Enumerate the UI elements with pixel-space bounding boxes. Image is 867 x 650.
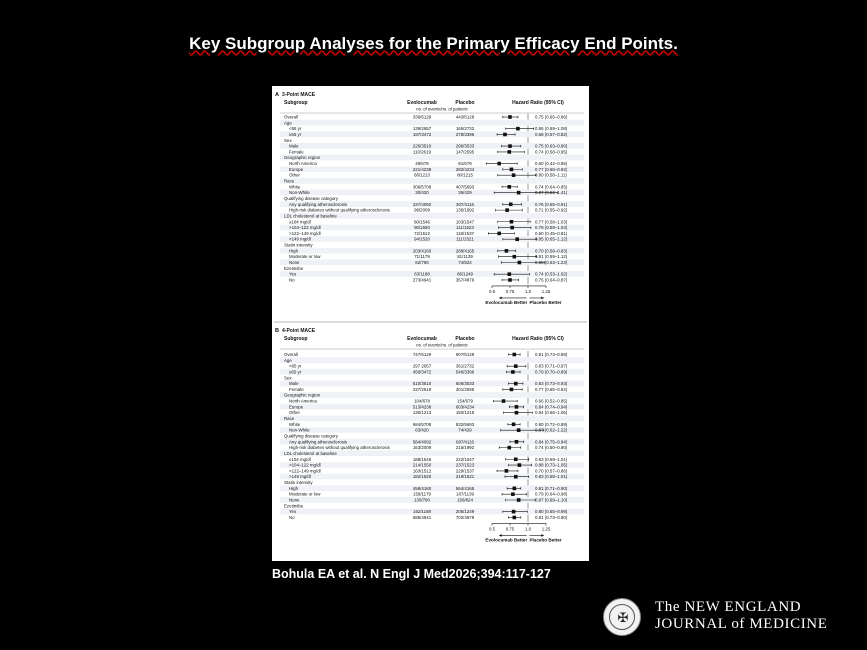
placebo-events: 103/1547 (455, 219, 475, 225)
placebo-events: 282/4234 (455, 166, 475, 172)
row-label: >149 mg/dl (289, 474, 311, 480)
evolocumab-events: 162/1188 (413, 509, 431, 515)
evolocumab-events: 94/1520 (414, 236, 430, 242)
evolocumab-events: 163/1512 (412, 468, 432, 474)
hr-point (509, 203, 513, 207)
hr-point (514, 457, 518, 461)
x-tick-label: 1.0 (524, 526, 532, 532)
evolocumab-events: 72/1512 (414, 230, 430, 236)
evolocumab-events: 63/420 (415, 427, 429, 433)
evolocumab-events: 104/678 (414, 398, 430, 404)
row-label: Other (289, 410, 300, 416)
evolocumab-events: 110/2619 (413, 149, 431, 155)
evolocumab-events: 163/2009 (412, 445, 432, 451)
placebo-events: 74/429 (458, 427, 472, 433)
evolocumab-events: 513/4238 (412, 404, 432, 410)
row-label: Any qualifying atherosclerosis (289, 439, 348, 445)
evolocumab-events: 99/2009 (414, 207, 430, 213)
row-label: Yes (289, 509, 297, 515)
hr-value-text: 0.74 (0.64–0.85) (535, 184, 568, 190)
hr-point (515, 411, 519, 415)
x-tick-label: 0.5 (488, 288, 496, 294)
evolocumab-events: 130/1213 (412, 410, 432, 416)
placebo-events: 702/4879 (455, 514, 475, 520)
hr-value-text: 0.79 (0.64–0.98) (535, 491, 568, 497)
column-subheader: no. of events/no. of patients (416, 342, 468, 348)
placebo-events: 357/4879 (455, 277, 475, 283)
hr-point (512, 173, 516, 177)
placebo-events: 606/3533 (455, 381, 475, 387)
hr-point (515, 440, 519, 444)
row-band (280, 357, 584, 363)
row-label: No (289, 514, 295, 520)
hr-point (516, 127, 520, 131)
placebo-events: 307/4116 (456, 201, 474, 207)
row-label: None (289, 497, 300, 503)
slide-title (0, 34, 867, 54)
hr-value-text: 0.76 (0.65–0.91) (535, 201, 568, 207)
row-label: White (289, 184, 301, 190)
journal-logo (603, 598, 853, 638)
panel-letter: B (275, 328, 279, 334)
evolocumab-events: 237/4092 (412, 201, 432, 207)
favors-left-arrow-head (499, 297, 502, 300)
hr-point (510, 226, 514, 230)
hr-point (513, 353, 517, 357)
hr-point (507, 446, 511, 450)
placebo-events: 36/429 (458, 190, 472, 196)
row-band (280, 392, 584, 398)
hr-point (510, 388, 514, 392)
panel-title: 3-Point MACE (282, 92, 316, 98)
hr-point (517, 498, 521, 502)
hr-value-text: 0.88 (0.63–1.23) (535, 260, 568, 265)
placebo-events: 111/1523 (456, 225, 474, 231)
evolocumab-events: 450/3472 (412, 369, 432, 375)
x-tick-label: 0.75 (505, 526, 515, 532)
evolocumab-events: 49/678 (415, 161, 429, 167)
row-band (280, 120, 584, 126)
placebo-events: 136/1992 (455, 207, 475, 213)
evolocumab-events: 80/1546 (414, 219, 430, 225)
row-label: Age (284, 357, 292, 363)
placebo-events: 81/679 (458, 161, 472, 167)
evolocumab-events: 226/3510 (412, 143, 432, 149)
row-label: Overall (284, 114, 298, 120)
placebo-events: 165/2732 (455, 126, 475, 132)
hr-value-text: 0.80 (0.65–0.99) (535, 509, 568, 515)
row-label: White (289, 421, 301, 427)
row-label: Sex (284, 375, 292, 381)
hr-value-text: 0.77 (0.65–0.92) (535, 386, 568, 392)
row-label: Other (289, 172, 300, 178)
hr-value-text: 0.70 (0.57–0.86) (535, 468, 568, 474)
hr-point (511, 492, 515, 496)
hr-point (497, 162, 501, 166)
row-band (280, 178, 584, 184)
column-header-evolocumab: Evolocumab (407, 100, 437, 106)
column-header-hazard-ratio: Hazard Ratio (95% CI) (512, 336, 564, 342)
hr-value-text: 0.87 (0.53–1.41) (535, 190, 568, 196)
hr-value-text: 0.74 (0.58–0.95) (535, 149, 568, 155)
hr-value-text: 0.74 (0.60–0.90) (535, 445, 568, 451)
hr-point (512, 423, 516, 427)
hr-point (505, 469, 509, 473)
hr-value-text: 0.77 (0.58–1.03) (535, 219, 568, 225)
evolocumab-events: 71/1179 (414, 254, 430, 260)
hr-value-text: 0.84 (0.74–0.94) (535, 404, 568, 410)
row-band (280, 415, 584, 421)
row-label: Qualifying disease category (284, 433, 338, 439)
forest-plot-figure (272, 86, 589, 561)
placebo-events: 229/1537 (455, 468, 475, 474)
hr-value-text: 0.70 (0.58–0.83) (535, 248, 568, 254)
hr-value-text: 0.78 (0.59–1.04) (535, 225, 568, 231)
figure-panel (272, 86, 589, 561)
evolocumab-events: 182/1520 (412, 474, 432, 480)
hr-value-text: 0.75 (0.65–0.86) (535, 114, 568, 120)
row-label: LDL cholesterol at baseline (284, 213, 337, 219)
column-header-evolocumab: Evolocumab (407, 336, 437, 342)
hr-point (511, 370, 515, 374)
row-label: <65 yr (289, 126, 302, 132)
row-label: North America (289, 161, 317, 167)
slide-title-text: Key Subgroup Analyses for the Primary Efficacy End Points. (189, 34, 678, 53)
favors-left-label: Evolocumab Better (485, 537, 528, 543)
hr-point (513, 516, 517, 520)
hr-value-text: 0.81 (0.71–0.90) (535, 485, 568, 491)
row-label: Ezetimibe (284, 503, 304, 509)
evolocumab-events: 90/1550 (414, 225, 430, 231)
evolocumab-events: 203/4160 (412, 248, 432, 254)
placebo-events: 832/5693 (455, 421, 475, 427)
row-label: <65 yr (289, 363, 302, 369)
column-header-placebo: Placebo (455, 336, 475, 342)
hr-value-text: 0.83 (0.69–1.01) (535, 456, 568, 462)
row-label: Any qualifying atherosclerosis (289, 201, 348, 207)
evolocumab-events: 66/1213 (414, 172, 430, 178)
row-label: Overall (284, 352, 298, 357)
placebo-events: 205/1249 (455, 509, 475, 515)
evolocumab-events: 221/4238 (412, 166, 432, 172)
hr-point (502, 399, 506, 403)
row-label: Male (289, 143, 299, 149)
hr-point (514, 382, 518, 386)
placebo-events: 154/679 (457, 398, 473, 404)
placebo-events: 118/1537 (456, 230, 474, 236)
hr-point (513, 255, 517, 259)
hr-point (517, 191, 521, 195)
hr-value-text: 0.85 (0.65–1.12) (535, 236, 568, 242)
placebo-events: 687/4116 (456, 439, 474, 445)
placebo-events: 288/4165 (455, 248, 475, 254)
placebo-events: 86/1249 (457, 271, 473, 277)
evolocumab-events: 62/790 (415, 260, 429, 265)
row-label: Sex (284, 137, 292, 143)
hr-point (508, 278, 512, 282)
hr-point (507, 272, 511, 276)
hr-value-text: 0.75 (0.64–0.87) (535, 277, 568, 283)
placebo-events: 216/1992 (455, 445, 475, 451)
hr-point (512, 510, 516, 514)
placebo-events: 301/2595 (455, 386, 475, 392)
hr-point (514, 475, 518, 479)
row-label: Yes (289, 271, 297, 277)
favors-right-label: Placebo Better (529, 537, 562, 543)
row-label: Male (289, 381, 299, 387)
row-label: Europe (289, 166, 304, 172)
citation: Bohula EA et al. N Engl J Med2026;394:117-127 (272, 567, 551, 581)
hr-value-text: 0.77 (0.65–0.92) (535, 166, 568, 172)
evolocumab-events: 159/1179 (413, 491, 431, 497)
evolocumab-events: 336/6129 (412, 114, 432, 120)
hr-value-text: 0.86 (0.69–1.08) (535, 126, 568, 132)
evolocumab-events: 458/4160 (412, 485, 432, 491)
row-label: High-risk diabetes without qualifying atherosclerosis (289, 445, 390, 451)
hr-value-text: 0.84 (0.75–0.94) (535, 439, 568, 445)
placebo-events: 147/2595 (455, 149, 475, 155)
hr-point (507, 150, 511, 154)
row-label: Europe (289, 404, 304, 410)
hr-point (505, 208, 509, 212)
column-subheader: no. of events/no. of patients (416, 106, 468, 112)
hr-value-text: 0.83 (0.71–0.97) (535, 363, 568, 369)
row-label: High-risk diabetes without qualifying atherosclerosis (289, 207, 390, 213)
row-label: North America (289, 398, 317, 404)
row-label: Non-White (289, 427, 310, 433)
hr-point (497, 232, 501, 236)
row-label: None (289, 260, 300, 265)
hr-value-text: 0.60 (0.45–0.81) (535, 230, 568, 236)
row-label: LDL cholesterol at baseline (284, 450, 337, 456)
seal-ring (609, 604, 635, 630)
hr-point (507, 185, 511, 189)
hr-value-text: 0.80 (0.58–1.11) (535, 172, 567, 178)
placebo-events: 111/1521 (456, 236, 474, 242)
evolocumab-events: 585/4941 (412, 514, 432, 520)
evolocumab-events: 306/5708 (412, 184, 432, 190)
evolocumab-events: 197/3472 (412, 131, 432, 137)
placebo-events: 219/1521 (455, 474, 475, 480)
hr-point (505, 249, 509, 253)
row-label: Race (284, 416, 295, 422)
logo-line2: JOURNAL of MEDICINE (655, 616, 828, 632)
placebo-events: 222/1547 (455, 456, 475, 462)
seal-emblem-icon: ✠ (617, 610, 629, 625)
placebo-events: 546/3396 (455, 369, 475, 375)
hr-value-text: 0.60 (0.42–0.85) (535, 161, 568, 167)
placebo-events: 361/2732 (455, 363, 475, 369)
placebo-events: 237/1523 (455, 462, 475, 468)
row-label: Non-White (289, 190, 310, 196)
evolocumab-events: 684/5708 (412, 421, 432, 427)
hr-value-text: 0.81 (0.73–0.90) (535, 514, 568, 520)
row-label: Qualifying disease category (284, 195, 338, 201)
hr-value-text: 0.74 (0.53–1.02) (535, 271, 568, 277)
hr-point (508, 144, 512, 148)
placebo-events: 603/4234 (455, 404, 475, 410)
evolocumab-events: 63/1188 (414, 271, 430, 277)
hr-point (508, 115, 512, 119)
hr-value-text: 0.79 (0.70–0.89) (535, 369, 568, 375)
placebo-events: 80/1215 (457, 172, 473, 178)
hr-value-text: 0.75 (0.63–0.90) (535, 143, 568, 149)
row-label: Moderate or low (289, 254, 321, 260)
placebo-events: 907/6128 (455, 352, 475, 357)
row-band (280, 155, 584, 161)
row-label: High (289, 248, 299, 254)
favors-left-arrow-head (499, 534, 502, 537)
hr-value-text: 0.83 (0.73–0.93) (535, 381, 568, 387)
row-label: >104–122 mg/dl (289, 462, 321, 468)
hr-point (517, 428, 521, 432)
hr-point (514, 364, 518, 368)
hr-value-text: 0.87 (0.62–1.22) (535, 427, 568, 433)
hr-value-text: 0.84 (0.66–1.06) (535, 410, 568, 416)
placebo-events: 564/4165 (455, 485, 475, 491)
x-tick-label: 1.0 (524, 288, 532, 294)
placebo-events: 187/1139 (456, 491, 474, 497)
row-label: Statin intensity (284, 480, 313, 486)
row-label: ≥65 yr (289, 369, 302, 375)
evolocumab-events: 130/790 (414, 497, 430, 503)
hr-point (518, 261, 522, 265)
placebo-events: 407/5693 (455, 184, 475, 190)
row-label: Female (289, 386, 304, 392)
evolocumab-events: 584/4092 (412, 439, 432, 445)
evolocumab-events: 188/1546 (412, 456, 432, 462)
row-label: High (289, 485, 299, 491)
row-label: No (289, 277, 295, 283)
evolocumab-events: 747/6129 (412, 352, 432, 357)
row-label: Statin intensity (284, 242, 313, 248)
placebo-events: 81/1139 (457, 254, 473, 260)
row-label: Age (284, 120, 292, 126)
x-tick-label: 0.5 (488, 526, 496, 532)
x-tick-label: 1.25 (541, 526, 551, 532)
row-label: ≥65 yr (289, 131, 302, 137)
hr-point (510, 168, 514, 172)
placebo-events: 156/824 (457, 497, 473, 503)
evolocumab-events: 214/1550 (412, 462, 432, 468)
x-tick-label: 1.25 (541, 288, 551, 294)
hr-point (518, 463, 522, 467)
hr-value-text: 0.87 (0.69–1.10) (535, 497, 568, 503)
favors-left-label: Evolocumab Better (485, 299, 528, 305)
evolocumab-events: 273/4941 (412, 277, 432, 283)
placebo-events: 278/3396 (455, 131, 475, 137)
nejm-seal-icon (603, 598, 641, 636)
column-header-subgroup: Subgroup (284, 100, 308, 106)
placebo-events: 150/1215 (455, 410, 475, 416)
evolocumab-events: 30/420 (415, 190, 429, 196)
panel-letter: A (275, 92, 279, 98)
hr-value-text: 0.66 (0.52–0.85) (535, 398, 568, 404)
row-label: >122–149 mg/dl (289, 468, 321, 474)
hr-value-text: 0.71 (0.55–0.92) (535, 207, 568, 213)
hr-value-text: 0.80 (0.72–0.89) (535, 421, 568, 427)
hr-point (510, 220, 514, 224)
row-label: ≤104 mg/dl (289, 456, 311, 462)
evolocumab-events: 237/2619 (412, 386, 432, 392)
hr-value-text: 0.83 (0.68–1.01) (535, 474, 568, 480)
x-tick-label: 0.75 (505, 288, 515, 294)
row-label: Female (289, 149, 304, 155)
hr-value-text: 0.68 (0.57–0.82) (535, 131, 568, 137)
row-label: ≤104 mg/dl (289, 219, 311, 225)
placebo-events: 296/3533 (455, 143, 475, 149)
row-label: >122–149 mg/dl (289, 230, 321, 236)
panel-title: 4-Point MACE (282, 328, 316, 334)
row-label: Ezetimibe (284, 265, 304, 271)
hr-point (515, 405, 519, 409)
hr-point (513, 487, 517, 491)
favors-right-arrow-head (541, 297, 544, 300)
evolocumab-events: 510/3510 (412, 381, 432, 387)
hr-point (503, 133, 507, 137)
row-label: Geographic region (284, 392, 321, 398)
favors-right-arrow-head (541, 534, 544, 537)
row-label: Race (284, 178, 295, 184)
hr-value-text: 0.81 (0.59–1.12) (535, 254, 568, 260)
row-label: Geographic region (284, 155, 321, 161)
row-label: Moderate or low (289, 491, 321, 497)
row-label: >104–122 mg/dl (289, 225, 321, 231)
hr-value-text: 0.88 (0.73–1.05) (535, 462, 568, 468)
row-label: >149 mg/dl (289, 236, 311, 242)
hr-value-text: 0.81 (0.73–0.89) (535, 352, 568, 357)
favors-right-label: Placebo Better (529, 299, 562, 305)
logo-line1: The NEW ENGLAND (655, 599, 802, 615)
evolocumab-events: 297 2657 (412, 363, 432, 369)
placebo-events: 74/824 (458, 260, 472, 265)
column-header-subgroup: Subgroup (284, 336, 308, 342)
column-header-placebo: Placebo (455, 100, 475, 106)
placebo-events: 443/6128 (455, 114, 475, 120)
hr-point (515, 237, 519, 241)
evolocumab-events: 139/2657 (412, 126, 432, 132)
column-header-hazard-ratio: Hazard Ratio (95% CI) (512, 100, 564, 106)
